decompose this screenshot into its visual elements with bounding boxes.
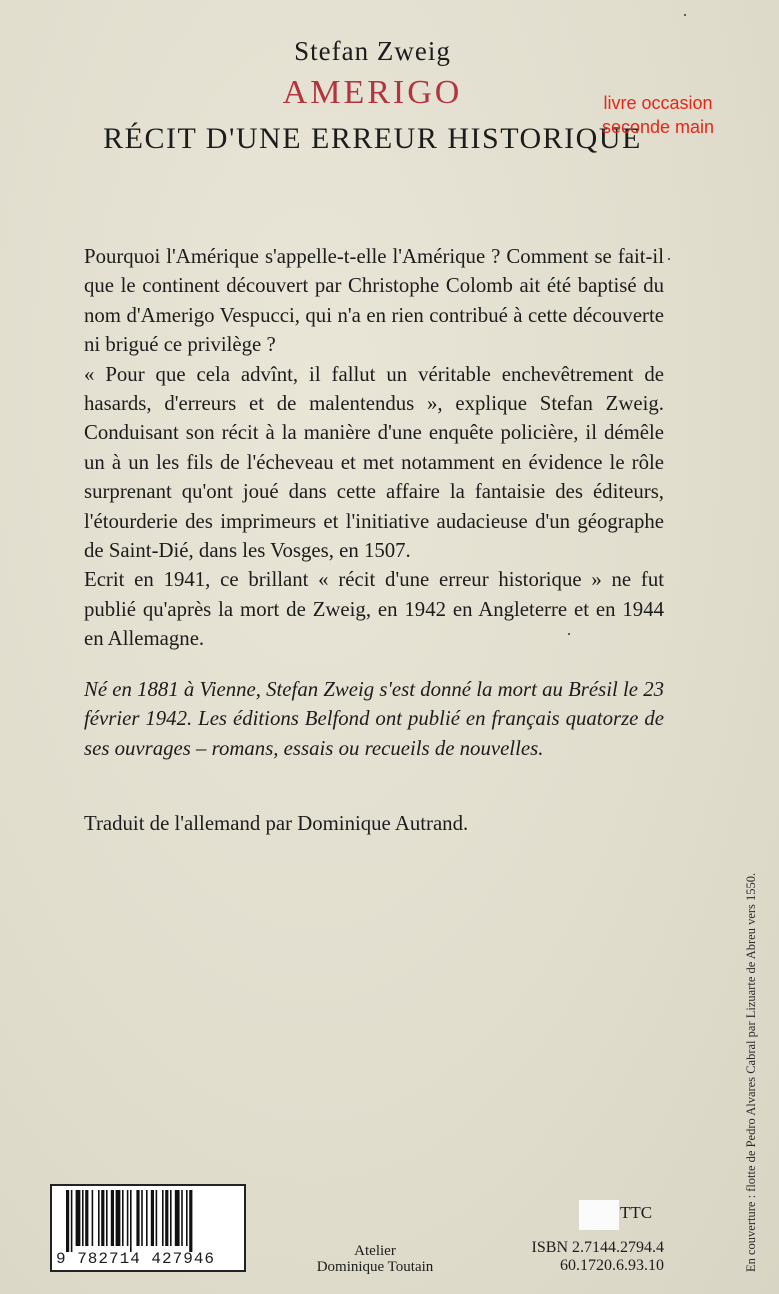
- barcode-bar: [122, 1190, 124, 1246]
- barcode-bar: [111, 1190, 114, 1246]
- barcode-bar: [85, 1190, 88, 1246]
- speck: [568, 633, 570, 635]
- barcode-bar: [76, 1190, 81, 1246]
- barcode-bar: [189, 1190, 192, 1252]
- publisher-imprint: [296, 1243, 454, 1275]
- publisher-line-1: Atelier: [354, 1243, 396, 1259]
- barcode-bar: [175, 1190, 180, 1246]
- sticker-line-2: seconde main: [601, 117, 715, 137]
- barcode-bars: [66, 1190, 234, 1252]
- blurb-paragraph: « Pour que cela advînt, il fallut un véritable enchevêtrement de hasards, d'erreurs et de malentendus », explique Stefan Zweig. Conduisant son récit à la manière d'une enquête policière, il démêle un à un les fils de l'écheveau et met notamment en évidence le rôle surprenant qu'ont joué dans cette affaire la fantaisie des éditeurs, l'étourderie des imprimeurs et l'initiative audacieuse d'un géographe de Saint-Dié, dans les Vosges, en 1507.: [84, 362, 664, 563]
- imprint-code: TTC: [620, 1203, 653, 1222]
- speck: [684, 14, 686, 16]
- barcode-bar: [92, 1190, 94, 1246]
- isbn-block: [480, 1239, 664, 1275]
- publisher-line-2: Dominique Toutain: [316, 1259, 434, 1275]
- barcode-bar: [162, 1190, 164, 1246]
- book-subtitle: RÉCIT D'UNE ERREUR HISTORIQUE: [103, 122, 642, 155]
- barcode-bar: [156, 1190, 158, 1246]
- author-bio: Né en 1881 à Vienne, Stefan Zweig s'est donné la mort au Brésil le 23 février 1942. Les éditions Belfond ont publié en français quatorze de ses ouvrages – romans, essais ou recueils de nouvelles.: [84, 678, 664, 760]
- barcode-bar: [181, 1190, 183, 1246]
- barcode-bar: [151, 1190, 154, 1246]
- blurb-paragraph: Pourquoi l'Amérique s'appelle-t-elle l'Amérique ? Comment se fait-il que le continent découvert par Christophe Colomb ait été baptisé du nom d'Amerigo Vespucci, qui n'a en rien contribué à cette découverte ni brigué ce privilège ?: [84, 245, 664, 357]
- label-patch: [579, 1200, 619, 1230]
- barcode-bar: [71, 1190, 73, 1252]
- blurb: [84, 242, 664, 654]
- book-title: AMERIGO: [282, 74, 463, 111]
- barcode-bar: [130, 1190, 132, 1252]
- blurb-paragraph: Ecrit en 1941, ce brillant « récit d'une erreur historique » ne fut publié qu'après la mort de Zweig, en 1942 en Angleterre et en 1944 en Allemagne.: [84, 568, 664, 651]
- barcode-bar: [186, 1190, 188, 1246]
- isbn-number: ISBN 2.7144.2794.4: [531, 1239, 664, 1256]
- barcode-bar: [66, 1190, 69, 1252]
- barcode-digits: 9 782714 427946: [56, 1250, 216, 1268]
- barcode-bar: [136, 1190, 139, 1246]
- barcode-bar: [82, 1190, 84, 1246]
- barcode-bar: [141, 1190, 143, 1246]
- cover-credit: En couverture : flotte de Pedro Alvares Cabral par Lizuarte de Abreu vers 1550.: [744, 872, 758, 1272]
- barcode-bar: [106, 1190, 108, 1246]
- barcode-bar: [98, 1190, 100, 1246]
- translator-credit: Traduit de l'allemand par Dominique Autrand.: [84, 812, 469, 835]
- barcode-bar: [165, 1190, 168, 1246]
- barcode-bar: [127, 1190, 129, 1246]
- barcode-bar: [146, 1190, 148, 1246]
- speck: [668, 258, 670, 260]
- barcode-bar: [101, 1190, 104, 1246]
- catalog-number: 60.1720.6.93.10: [560, 1257, 664, 1274]
- barcode-bar: [170, 1190, 172, 1246]
- author-name: Stefan Zweig: [294, 36, 451, 66]
- sticker-line-1: livre occasion: [603, 93, 713, 113]
- price-sticker-text: [583, 91, 733, 139]
- barcode-bar: [116, 1190, 121, 1246]
